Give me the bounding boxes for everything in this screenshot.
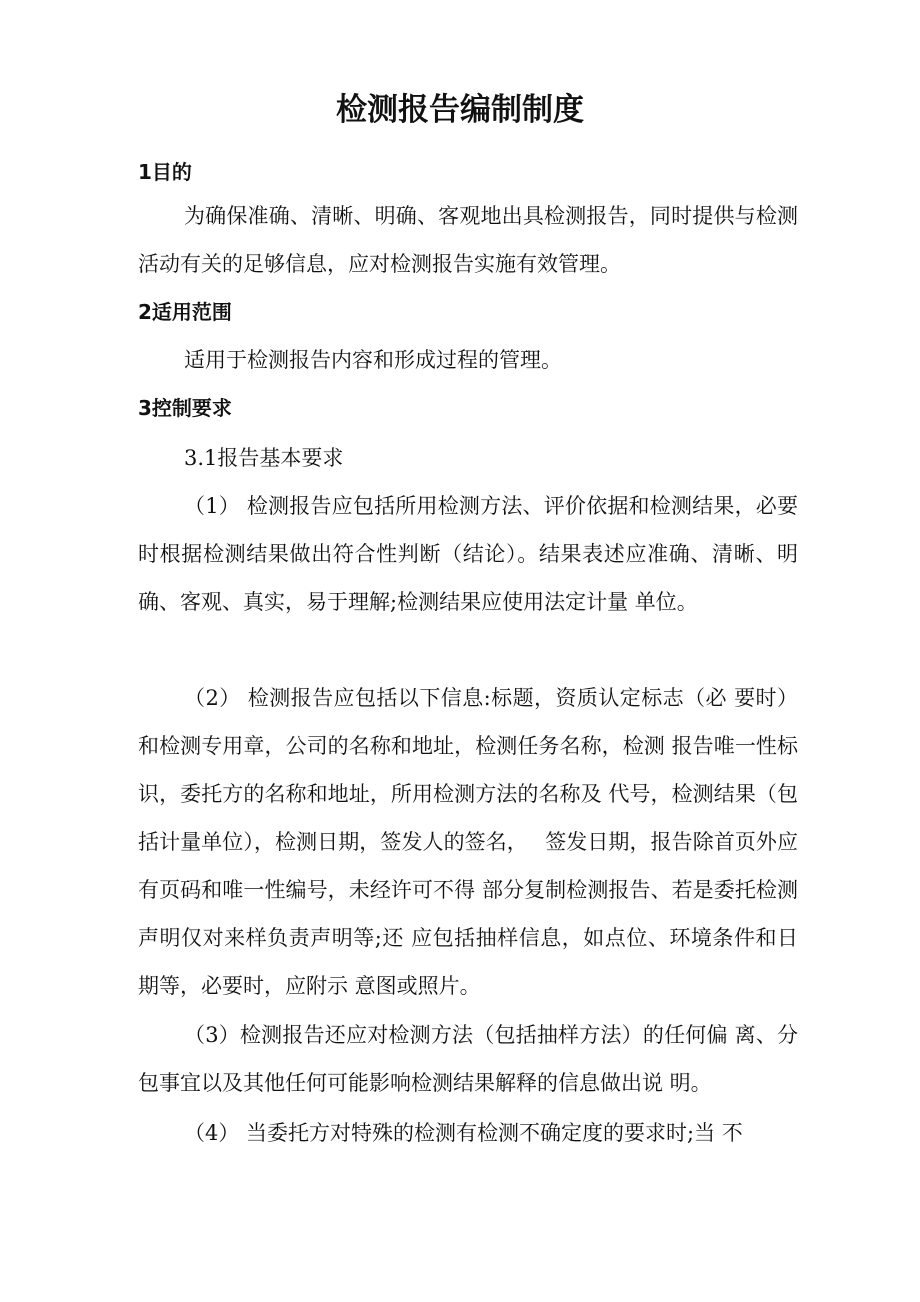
requirement-item-4: （4） 当委托方对特殊的检测有检测不确定度的要求时;当 不 [184, 1121, 743, 1145]
purpose-paragraph: 为确保准确、清晰、明确、客观地出具检测报告，同时提供与检测活动有关的足够信息，应对检测报告实施有效管理。 [138, 204, 798, 276]
requirement-item-1: （1） 检测报告应包括所用检测方法、评价依据和检测结果，必要时根据检测结果做出符合性判断（结论）。结果表述应准确、清晰、明确、客观、真实，易于理解;检测结果应使用法定计量 单位。 [138, 494, 798, 614]
requirement-item-2: （2） 检测报告应包括以下信息:标题，资质认定标志（必 要时）和检测专用章，公司的名称和地址，检测任务名称，检测 报告唯一性标识，委托方的名称和地址，所用检测方法的名称及 代号，检测结果（包括计量单位），检测日期，签发人的签名， 签发日期，报告除首页外应有页码和唯一性编号，未经许可不得 部分复制检测报告、若是委托检测声明仅对来样负责声明等;还 应包括抽样信息，如点位、环境条件和日期等，必要时，应附示 意图或照片。 [138, 686, 798, 998]
scope-paragraph: 适用于检测报告内容和形成过程的管理。 [184, 348, 562, 372]
document-title: 检测报告编制制度 [336, 92, 584, 128]
section-heading-scope: 2适用范围 [138, 300, 232, 324]
section-heading-control: 3控制要求 [138, 396, 232, 420]
subsection-heading-basic-requirements: 3.1报告基本要求 [184, 446, 344, 470]
requirement-item-3: （3）检测报告还应对检测方法（包括抽样方法）的任何偏 离、分包事宜以及其他任何可能影响检测结果解释的信息做出说 明。 [138, 1023, 798, 1095]
section-heading-purpose: 1目的 [138, 160, 192, 184]
